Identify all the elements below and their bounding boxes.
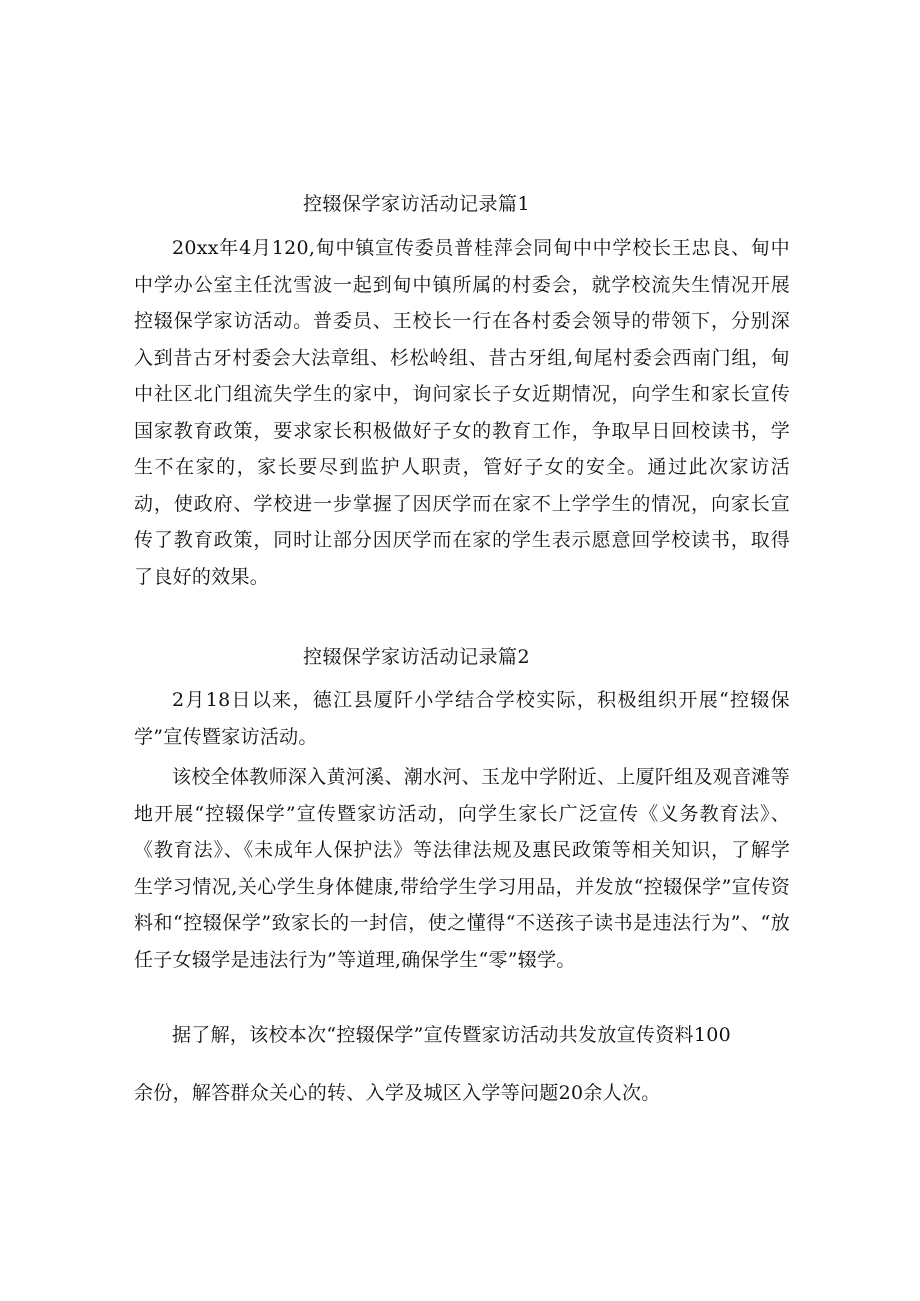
section-2-paragraph-4: 余份，解答群众关心的转、入学及城区入学等问题20余人次。 bbox=[134, 1082, 661, 1104]
section-1-paragraph-1: 20xx年4月120,甸中镇宣传委员普桂萍会同甸中中学校长王忠良、甸中中学办公室主任沈雪波一起到甸中镇所属的村委会，就学校流失生情况开展控辍保学家访活动。普委员、王校长一行在各村委会领导的带领下，分别深入到昔古牙村委会大法章组、杉松岭组、昔古牙组,甸尾村委会西南门组，甸中社区北门组流失学生的家中，询问家长子女近期情况，向学生和家长宣传国家教育政策，要求家长积极做好子女的教育工作，争取早日回校读书，学生不在家的，家长要尽到监护人职责，管好子女的安全。通过此次家访活动，使政府、学校进一步掌握了因厌学而在家不上学学生的情况，向家长宣传了教育政策，同时让部分因厌学而在家的学生表示愿意回学校读书，取得了良好的效果。 bbox=[134, 237, 790, 588]
section-2-title: 控辍保学家访活动记录篇2 bbox=[303, 646, 531, 668]
section-1-title: 控辍保学家访活动记录篇1 bbox=[303, 193, 531, 215]
section-2-paragraph-1: 2月18日以来，德江县厦阡小学结合学校实际，积极组织开展“控辍保学”宣传暨家访活动。 bbox=[134, 689, 790, 748]
section-2-paragraph-3: 据了解，该校本次“控辍保学”宣传暨家访活动共发放宣传资料100 bbox=[172, 1024, 731, 1046]
section-2-paragraph-2: 该校全体教师深入黄河溪、潮水河、玉龙中学附近、上厦阡组及观音滩等地开展“控辍保学”宣传暨家访活动，向学生家长广泛宣传《义务教育法》、《教育法》、《未成年人保护法》等法律法规及惠民政策等相关知识，了解学生学习情况,关心学生身体健康,带给学生学习用品，并发放“控辍保学”宣传资料和“控辍保学”致家长的一封信，使之懂得“不送孩子读书是违法行为”、“放任子女辍学是违法行为”等道理,确保学生“零”辍学。 bbox=[134, 766, 790, 971]
